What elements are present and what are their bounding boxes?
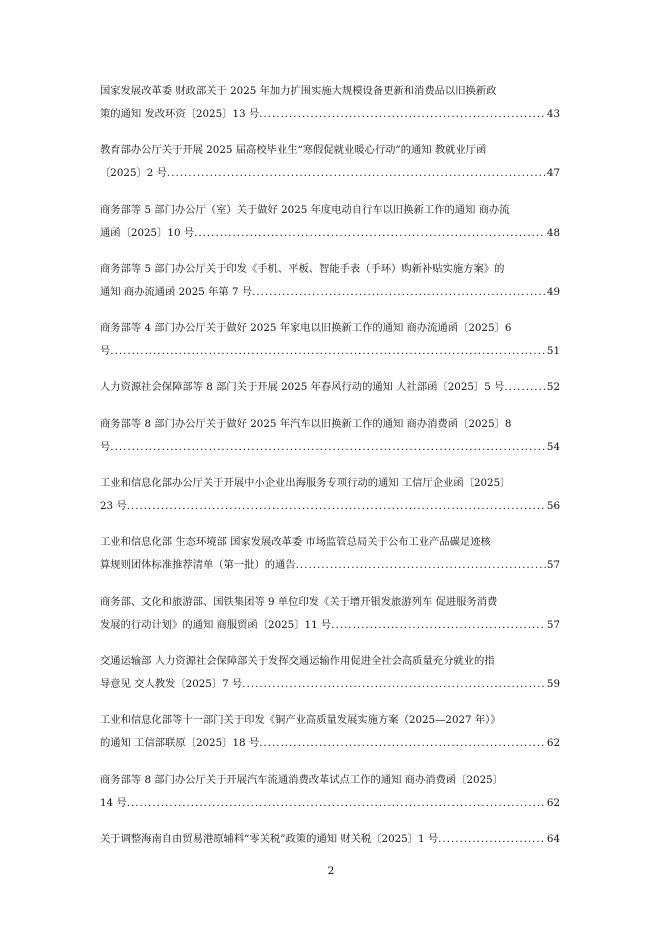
toc-entry-title-line: 算规则团体标准推荐清单（第一批）的通告 [100, 559, 296, 572]
toc-entry-page: 59 [546, 677, 560, 690]
dot-leader [438, 828, 546, 851]
toc-entry-title-line: 的通知 工信部联原〔2025〕18 号 [100, 737, 260, 750]
toc-entry[interactable] [100, 413, 560, 459]
toc-entry[interactable] [100, 531, 560, 577]
toc-entry[interactable] [100, 199, 560, 245]
dot-leader [296, 554, 546, 577]
toc-entry-last-line [100, 162, 560, 185]
toc-entry-last-line [100, 614, 560, 637]
toc-entry-title-line: 商务部等 8 部门办公厅关于做好 2025 年汽车以旧换新工作的通知 商办消费函〔2025〕8 [100, 417, 512, 430]
toc-entry-last-line [100, 376, 560, 399]
dot-leader [259, 732, 546, 755]
toc-entry-page: 62 [546, 737, 560, 750]
toc-entry[interactable] [100, 376, 560, 399]
toc-entry-last-line [100, 792, 560, 815]
toc-entry-title-line: 商务部等 4 部门办公厅关于做好 2025 年家电以旧换新工作的通知 商办流通函〔2025〕6 [100, 322, 512, 335]
toc-entry-title-line: 发展的行动计划》的通知 商服贸函〔2025〕11 号 [100, 618, 332, 631]
toc-entry-title-line: 号 [100, 345, 111, 358]
toc-entry-last-line [100, 554, 560, 577]
toc-entry[interactable] [100, 828, 560, 851]
dot-leader [252, 281, 546, 304]
toc-entry[interactable] [100, 317, 560, 363]
dot-leader [194, 222, 546, 245]
toc-entry[interactable] [100, 591, 560, 637]
toc-entry-title-line: 教育部办公厅关于开展 2025 届高校毕业生“寒假促就业暖心行动”的通知 教就业厅函 [100, 144, 487, 157]
toc-entry-title-line: 人力资源社会保障部等 8 部门关于开展 2025 年春风行动的通知 人社部函〔2025〕5 号 [100, 381, 505, 394]
dot-leader [110, 340, 546, 363]
page-number: 2 [327, 865, 335, 877]
toc-entry-title-line: 工业和信息化部办公厅关于开展中小企业出海服务专项行动的通知 工信厅企业函〔2025〕 [100, 477, 511, 490]
toc-entry-last-line [100, 222, 560, 245]
toc-entry-page: 62 [546, 796, 560, 809]
toc-entry-last-line [100, 495, 560, 518]
toc-entry-title-line: 商务部等 8 部门办公厅关于开展汽车流通消费改革试点工作的通知 商办消费函〔2025〕 [100, 773, 503, 786]
toc-entry-last-line [100, 673, 560, 696]
dot-leader [331, 614, 546, 637]
toc-entry-title-line: 23 号 [100, 500, 127, 513]
toc-entry-title-line: 号 [100, 440, 111, 453]
toc-entry-page: 56 [546, 500, 560, 513]
dot-leader [110, 436, 546, 459]
dot-leader [127, 495, 546, 518]
toc-entry-title-line: 关于调整海南自由贸易港原辅料“零关税”政策的通知 财关税〔2025〕1 号 [100, 832, 439, 845]
toc-entry-title-line: 导意见 交人教发〔2025〕7 号 [100, 677, 243, 690]
toc-entry[interactable] [100, 258, 560, 304]
toc-entry-page: 51 [546, 345, 560, 358]
toc-entry-last-line [100, 340, 560, 363]
dot-leader [504, 376, 546, 399]
toc-entry-page: 64 [546, 832, 560, 845]
toc-entry-page: 57 [546, 618, 560, 631]
toc-entry-page: 48 [546, 226, 560, 239]
dot-leader [127, 792, 546, 815]
toc-entry-page: 47 [546, 167, 560, 180]
toc-entry[interactable] [100, 472, 560, 518]
dot-leader [167, 162, 546, 185]
toc-entry-title-line: 交通运输部 人力资源社会保障部关于发挥交通运输作用促进全社会高质量充分就业的指 [100, 654, 495, 667]
toc-entry-title-line: 通知 商办流通函 2025 年第 7 号 [100, 285, 253, 298]
toc-entry-title-line: 商务部、文化和旅游部、国铁集团等 9 单位印发《关于增开银发旅游列车 促进服务消费 [100, 595, 498, 608]
toc-entry-title-line: 策的通知 发改环资〔2025〕13 号 [100, 108, 260, 120]
toc-entry-page: 52 [546, 381, 560, 394]
toc-entry-page: 49 [546, 285, 560, 298]
toc-entry-last-line [100, 281, 560, 304]
toc-entry[interactable] [100, 769, 560, 815]
toc-entry-title-line: 14 号 [100, 796, 127, 809]
toc-entry-last-line [100, 828, 560, 851]
toc-entry-title-line: 工业和信息化部 生态环境部 国家发展改革委 市场监管总局关于公布工业产品碳足迹核 [100, 536, 491, 549]
dot-leader [242, 673, 546, 696]
toc-entry-page: 54 [546, 440, 560, 453]
toc-entry-title-line: 商务部等 5 部门办公厅（室）关于做好 2025 年度电动自行车以旧换新工作的通知 商办流 [100, 203, 510, 216]
toc-entry[interactable] [100, 139, 560, 185]
toc-entry-last-line [100, 436, 560, 459]
toc-entry-last-line [100, 732, 560, 755]
toc-entry-last-line [100, 103, 560, 126]
toc-entry-title-line: 通函〔2025〕10 号 [100, 226, 195, 239]
toc-entry[interactable] [100, 650, 560, 696]
toc-entry-title-line: 工业和信息化部等十一部门关于印发《铜产业高质量发展实施方案（2025—2027 年）》 [100, 714, 501, 727]
toc-entry-title-line: 商务部等 5 部门办公厅关于印发《手机、平板、智能手表（手环）购新补贴实施方案》的 [100, 262, 505, 275]
toc-entry[interactable] [100, 80, 560, 126]
toc-entry[interactable] [100, 709, 560, 755]
toc-entry-page: 43 [546, 108, 560, 120]
toc-entry-title-line: 国家发展改革委 财政部关于 2025 年加力扩围实施大规模设备更新和消费品以旧换新政 [100, 85, 497, 97]
dot-leader [259, 103, 546, 126]
toc-entry-title-line: 〔2025〕2 号 [100, 167, 167, 180]
table-of-contents [100, 80, 560, 864]
toc-entry-page: 57 [546, 559, 560, 572]
